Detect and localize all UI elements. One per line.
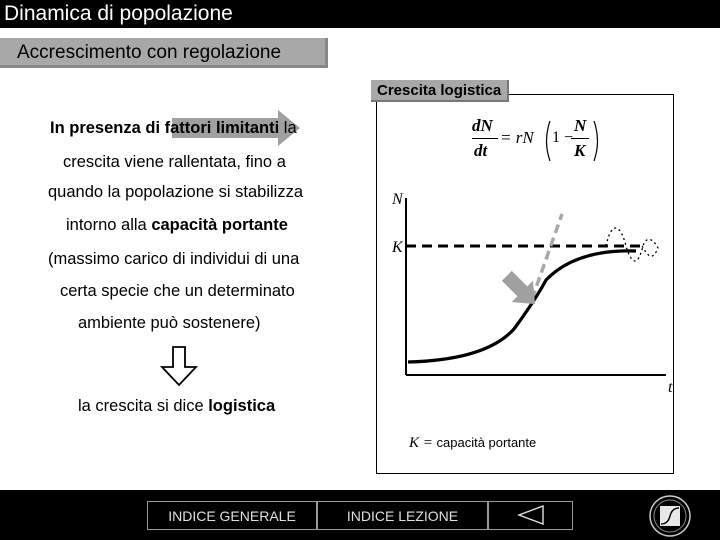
down-arrow-icon [160, 345, 200, 387]
logistic-curve-logo [648, 494, 692, 538]
text-line-2: crescita viene rallentata, fino a [63, 153, 286, 171]
k-label: K [392, 239, 403, 256]
page-title: Dinamica di popolazione [0, 0, 720, 28]
text-line-3: quando la popolazione si stabilizza [48, 183, 304, 201]
x-axis-label: t [668, 379, 673, 396]
conclusion-text: la crescita si dice logistica [78, 397, 276, 415]
diagram-label: Crescita logistica [371, 80, 509, 102]
logistic-formula: dN dt = rN 1 − N K [470, 116, 610, 166]
text-line-5: (massimo carico di individui di una [48, 250, 300, 268]
left-triangle-icon [511, 502, 551, 530]
y-axis-label: N [392, 191, 403, 208]
legend: K = capacità portante [409, 435, 537, 451]
logistic-graph [376, 94, 674, 474]
text-line-6: certa specie che un determinato [60, 282, 295, 300]
index-lesson-button[interactable]: INDICE LEZIONE [317, 501, 488, 530]
text-line-7: ambiente può sostenere) [78, 314, 261, 332]
text-line-4: intorno alla capacità portante [66, 216, 288, 234]
back-button[interactable] [488, 501, 573, 530]
text-line-1: In presenza di fattori limitanti la [50, 119, 297, 137]
index-general-button[interactable]: INDICE GENERALE [147, 501, 317, 530]
highlight-term: fattori limitanti [164, 119, 280, 137]
logistic-curve [408, 251, 636, 362]
section-subtitle: Accrescimento con regolazione [0, 38, 328, 68]
